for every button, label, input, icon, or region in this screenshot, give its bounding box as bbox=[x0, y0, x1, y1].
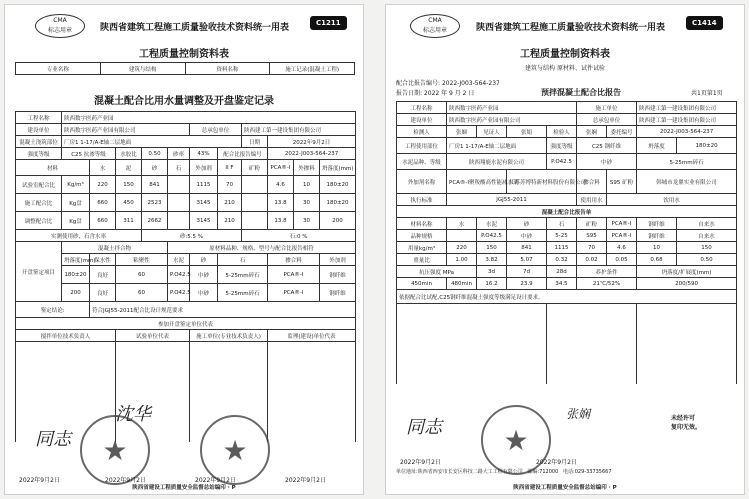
sign-date: 2022年9月2日 bbox=[195, 477, 236, 484]
sub-sub-title: 建筑与结构 原材料、试件试验 bbox=[525, 65, 605, 72]
right-document-page bbox=[385, 4, 745, 495]
sub-title: 工程质量控制资料表 bbox=[139, 49, 229, 60]
sign-date: 2022年9月2日 bbox=[19, 477, 60, 484]
form-code-badge: C1414 bbox=[686, 16, 723, 30]
table-row: 200 良好 60 P.O42.5 中砂 5-25mm碎石 PCA®-I 钢纤维 bbox=[16, 284, 356, 302]
table-row: 试验室配合比 Kg/m³ 220 150 841 1115 70 4.6 10 180±20 bbox=[16, 176, 356, 194]
cma-stamp: CMA 标志用章 bbox=[35, 14, 85, 38]
address-line: 单位地址:陕西省西安市长安区科技二路大工工程有限公司 邮编:712000 电话:029-33735667 bbox=[396, 469, 612, 475]
header-title: 陕西省建筑工程施工质量验收技术资料统一用表 bbox=[100, 23, 290, 33]
official-seal-icon: ★ bbox=[200, 415, 270, 485]
form-code-badge: C1211 bbox=[310, 16, 347, 30]
top-info-table: 专业名称 建筑与结构 资料名称 施工记录(混凝土工程) bbox=[15, 62, 355, 75]
report-title: 预拌混凝土配合比报告 bbox=[541, 88, 621, 97]
record-title: 混凝土配合比用水量调整及开盘鉴定记录 bbox=[94, 96, 274, 107]
table-row: 重量比 1.00 3.82 5.07 0.32 0.02 0.05 0.68 0.50 bbox=[397, 254, 737, 266]
report-date: 报告日期: 2022 年 9 月 2 日 bbox=[396, 90, 475, 97]
signature: 同志 bbox=[406, 417, 442, 438]
page-footer: 陕西省建设工程质量安全监督总站编印 · P bbox=[132, 485, 236, 491]
signature: 同志 bbox=[35, 429, 71, 450]
table-row: 180±20 良好 60 P.O42.5 中砂 5-25mm碎石 PCA®-I 钢纤维 bbox=[16, 266, 356, 284]
sign-date: 2022年9月2日 bbox=[400, 459, 441, 466]
official-seal-icon: ★ bbox=[481, 405, 551, 475]
left-document-page bbox=[4, 4, 364, 495]
table-row: 品种规格 P.O42.5 中砂 5-25 S95 PCA®-I 钢纤维 自来水 bbox=[397, 230, 737, 242]
copy-notice: 未经许可 复印无效。 bbox=[671, 415, 702, 431]
signature: 张娴 bbox=[566, 407, 591, 421]
report-number: 配合比报告编号: 2022-J003-564-237 bbox=[396, 80, 500, 87]
report-table: 工程名称 陕西数字医药产业园 施工单位 陕西建工第一建设集团有限公司 建设单位 陕西数字医药产业园有限公司 总承包单位 陕西建工第一建设集团有限公司 检测人 张姻 见证人 张娟 检验人 张娴 委托编号 2022-J003-564-237 工程使用部位 厂房1 1-17/A-E轴二层地面 强度等级 C25 钢纤维 坍落度 180±20 水泥品种、等级 陕西翔鹿水泥有限公司 P.O42.5 中砂 5-25mm碎石 外加剂名称 PCA®-I聚羧酸高性能减水剂 江苏苏博特新材料股份有限公司 掺合料 S95 矿粉 韩城市龙鼎实业有限公司 执行标准 JGJ55-2011 使用用水 饮用水 混凝土配合比报告单 材料名称 水 水泥 砂 石 矿粉 PCA®-I 钢纤维 自来水 品种规格 P.O42.5 中砂 5-25 S95 PCA®-I 钢纤维 自来水 用量kg/m³ 220 150 841 1115 70 4.6 10 150 重量比 1.00 3.82 5.07 0.32 0.02 0.05 0.68 0.50 抗压强度 MPa 3d 7d 28d 养护条件 坍落度/扩展度(mm) 450min 480min 16.2 23.9 34.5 21℃/52% 200/590 依据配合比试配,C25钢纤维混凝土强度等级满足设计要求。 bbox=[396, 101, 737, 384]
page-footer: 陕西省建设工程质量安全监督总站编印 · P bbox=[513, 485, 617, 491]
signature: 沈华 bbox=[115, 404, 151, 425]
sign-date: 2022年9月2日 bbox=[285, 477, 326, 484]
cma-stamp: CMA 标志用章 bbox=[410, 14, 460, 38]
sign-date: 2022年9月2日 bbox=[536, 459, 577, 466]
table-row: 用量kg/m³ 220 150 841 1115 70 4.6 10 150 bbox=[397, 242, 737, 254]
record-table: 工程名称 陕西数字医药产业园 建设单位 陕西数字医药产业园有限公司 总承包单位 陕西建工第一建设集团有限公司 混凝土浇筑部位 厂房1 1-17/A-E轴二层地面 日期 2022年9月2日 强度等级 C25 抗渗等级 水胶比 0.50 砂率 43% 配合比报告编号 2022-J003-564-237 材料 水 泥 砂 石 外加剂 II F 矿粉 PCA®-I 外掺料 坍落度(mm) 试验室配合比 Kg/m³ 220 150 841 1115 70 4.6 10 180±20 施工配合比 Kg盘 660 450 2523 3145 210 13.8 30 180±20 调整配合比 Kg盘 660 311 2662 3145 210 13.8 30 200 实测使用砂、石含水率 砂:5.5 % 石:0 % 开盘鉴定项目 混凝土拌合物 原材料品种、规格、型号与配合比报告相符 坍落度(mm) 保水性 粘聚性 水泥 砂 石 掺合料 外加剂 180±20 良好 60 P.O42.5 中砂 5-25mm碎石 PCA®-I 钢纤维 200 良好 60 P.O42.5 中砂 5-25mm碎石 PCA®-I 钢纤维 鉴定结论: 符合JGJ55-2011配合比设计规范要求 参加开盘鉴定单位代表 搅拌单位技术负责人 试验单位代表 施工单位(专业技术负责人) 监理(建设)单位代表 bbox=[15, 111, 356, 442]
table-row: 施工配合比 Kg盘 660 450 2523 3145 210 13.8 30 180±20 bbox=[16, 194, 356, 212]
official-seal-icon: ★ bbox=[80, 415, 150, 485]
table-row: 调整配合比 Kg盘 660 311 2662 3145 210 13.8 30 200 bbox=[16, 212, 356, 230]
page-info: 共1页第1页 bbox=[691, 90, 723, 97]
sub-title: 工程质量控制资料表 bbox=[520, 49, 610, 60]
header-title: 陕西省建筑工程施工质量验收技术资料统一用表 bbox=[476, 23, 666, 33]
sign-date: 2022年9月2日 bbox=[105, 477, 146, 484]
